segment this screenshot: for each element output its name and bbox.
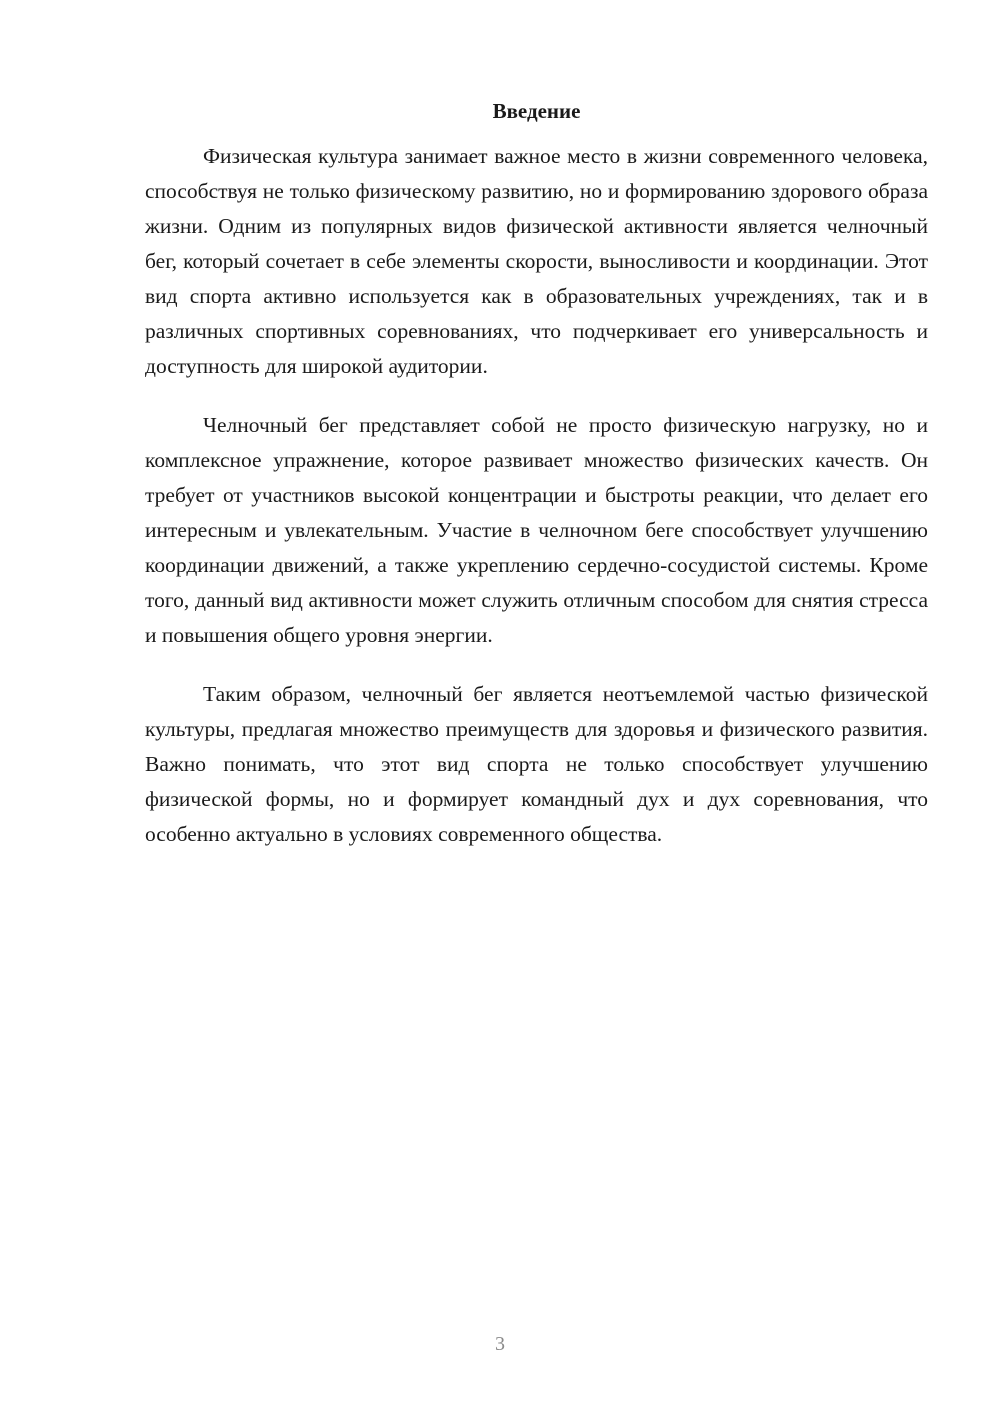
page-number: 3 bbox=[495, 1333, 505, 1355]
paragraph-3: Таким образом, челночный бег является неотъемлемой частью физической культуры, предлагая множество преимуществ для здоровья и физического развития. Важно понимать, что этот вид спорта не только способствует улучшению физической формы, но и формирует командный дух и дух соревнования, что особенно актуально в условиях современного общества. bbox=[145, 682, 928, 846]
document-body bbox=[145, 95, 928, 876]
paragraph-2: Челночный бег представляет собой не просто физическую нагрузку, но и комплексное упражнение, которое развивает множество физических качеств. Он требует от участников высокой концентрации и быстроты реакции, что делает его интересным и увлекательным. Участие в челночном беге способствует улучшению координации движений, а также укреплению сердечно-сосудистой системы. Кроме того, данный вид активности может служить отличным способом для снятия стресса и повышения общего уровня энергии. bbox=[145, 413, 928, 647]
section-title: Введение bbox=[492, 99, 581, 123]
paragraph-1: Физическая культура занимает важное место в жизни современного человека, способствуя не только физическому развитию, но и формированию здорового образа жизни. Одним из популярных видов физической активности является челночный бег, который сочетает в себе элементы скорости, выносливости и координации. Этот вид спорта активно используется как в образовательных учреждениях, так и в различных спортивных соревнованиях, что подчеркивает его универсальность и доступность для широкой аудитории. bbox=[145, 144, 928, 378]
